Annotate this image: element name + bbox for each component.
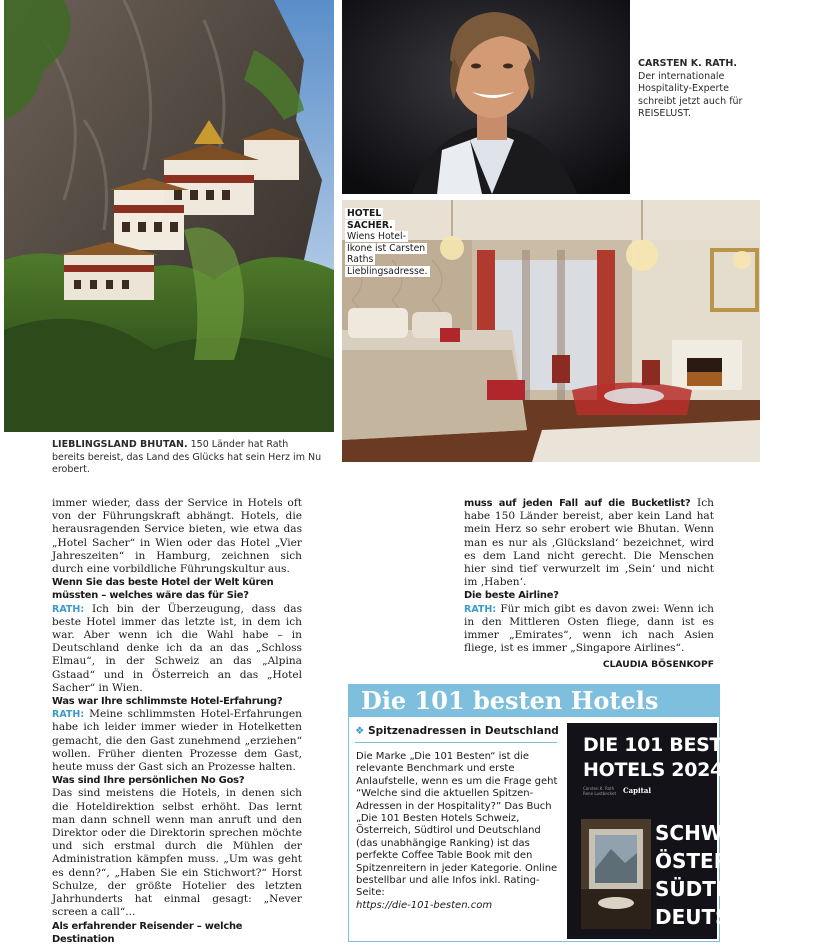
interview-answer: [52, 603, 302, 695]
interview-question: Die beste Airline?: [464, 590, 559, 602]
interview-question: Wenn Sie das beste Hotel der Welt küren müssten – welches wäre das für Sie?: [52, 577, 274, 602]
speaker-label: RATH:: [464, 603, 497, 615]
interview-question: Als erfahrender Reisender – welche Destination: [52, 920, 243, 945]
hotel-sacher-caption-title: HOTEL SACHER.: [347, 208, 393, 231]
book-authors: Carsten K. Rath Rene Lustbecket: [583, 786, 617, 796]
bhutan-caption-title: LIEBLINGSLAND BHUTAN.: [52, 439, 188, 450]
interview-answer-text: Das sind meistens die Hotels, in denen sich die Hoteldirektion selbst erhöht. Das lernt man dann schnell wenn man anruft und den Direktor oder die Direktorin sprechen möchte und sich erstmal durch die Mühlen der Administration kämpfen muss. „Um was geht es denn?“, „Haben Sie ein Stichwort?“ Horst Schulze, der größte Hotelier des letzten Jahrhunderts hat einmal gesagt: „Never screen a call“...: [52, 787, 302, 919]
author-byline: CLAUDIA BÖSENKOPF: [602, 659, 714, 671]
hotel-sacher-caption-text: Wiens Hotel-Ikone ist Carsten Raths Lieblingsadresse.: [347, 231, 428, 277]
info-box-text: [356, 751, 558, 912]
interview-question: Was sind Ihre persönlichen No Gos?: [52, 775, 245, 787]
answer-text: Für mich gibt es davon zwei: Wenn ich in den Mittleren Osten fliege, dann ist es immer „Emirates“, wenn ich nach Asien fliege, ist es immer „Singapore Airlines“.: [464, 602, 714, 655]
bhutan-caption: [52, 439, 322, 477]
book-country: SÜDTIROL: [655, 877, 769, 901]
interview-question: Was war Ihre schlimmste Hotel-Erfahrung?: [52, 696, 283, 708]
rath-caption-name: CARSTEN K. RATH.: [638, 58, 737, 69]
interview-question-continued: muss auf jeden Fall auf die Bucketlist?: [464, 498, 691, 509]
hotel-sacher-caption: [345, 208, 429, 278]
article-column-left: [52, 497, 302, 946]
info-box-divider: [355, 742, 557, 743]
rath-portrait-photo: [342, 0, 630, 194]
article-paragraph: immer wieder, dass der Service in Hotels oft von der Führungskraft abhängt. Hotels, die herausragenden Service bieten, wie etwa das „Hotel Sacher“ in Wien oder das Hotel „Vier Jahreszeiten“ in Hamburg, zeichnen sich durch eine vorbildliche Führungskultur aus.: [52, 497, 302, 576]
interview-answer: [464, 603, 714, 656]
answer-text: Ich habe 150 Länder bereist, aber kein Land hat mein Herz so sehr erobert wie Bhutan. Wenn man es nur als ‚Glücksland‘ bezeichnet, wird es dem Land nicht gerecht. Die Menschen hier sind tief verwurzelt im ‚Sein‘ und nicht im ‚Haben‘.: [464, 497, 714, 589]
book-title-line: DIE 101 BESTEN: [583, 734, 751, 756]
book-country: SCHWEIZ: [655, 821, 759, 845]
book-brand-logo: Capital: [623, 786, 652, 795]
book-country: ÖSTERREICH: [655, 849, 798, 873]
book-cover-photo: [581, 819, 651, 929]
info-box-subhead: [355, 725, 559, 737]
diamond-bullet-icon: ❖: [355, 725, 365, 737]
interview-answer: [464, 497, 714, 589]
book-title-line: HOTELS 2024: [583, 759, 723, 781]
bhutan-monastery-photo: [4, 0, 334, 432]
book-country: DEUTSCHLAND: [655, 905, 823, 929]
book-title: [583, 733, 751, 783]
rath-caption-text: Der internationale Hospitality-Experte schreibt jetzt auch für REISELUST.: [638, 70, 743, 119]
answer-text: Meine schlimmsten Hotel-Erfahrungen habe ich leider immer wieder in Hotelketten gemacht, die den Gast zunehmend „erziehen“ wollen. Früher dienten Prozesse dem Gast, heute muss der Gast sich an Prozesse halten.: [52, 708, 302, 774]
article-column-right: [464, 497, 714, 672]
book-cover: [567, 723, 823, 939]
speaker-label: RATH:: [52, 709, 85, 721]
info-box-101-besten: [348, 684, 823, 942]
speaker-label: RATH:: [52, 603, 85, 615]
info-box-headline: Die 101 besten Hotels: [349, 685, 719, 717]
answer-text: Ich bin der Überzeugung, dass das beste Hotel immer das letzte ist, in dem ich war. Aber wenn ich die Wahl habe – in Deutschland denke ich da an das „Schloss Elmau“, in der Schweiz an das „Alpina Gstaad“ und in Österreich an das „Hotel Sacher“ in Wien.: [52, 602, 303, 694]
book-countries: [655, 819, 823, 931]
rath-caption: [638, 58, 756, 121]
interview-answer: [52, 708, 302, 774]
info-box-subhead-text: Spitzenadressen in Deutschland: [368, 725, 559, 737]
info-box-url[interactable]: https://die-101-besten.com: [356, 899, 493, 911]
bhutan-caption-text: 150 Länder hat Rath bereits bereist, das Land des Glücks hat sein Herz im Nu erobert.: [52, 439, 322, 475]
info-box-body: Die Marke „Die 101 Besten“ ist die relevante Benchmark und erste Anlaufstelle, wenn es um die Frage geht “Welche sind die aktuellen Spitzen-Adressen in der Hospitality?” Das Buch „Die 101 Besten Hotels Schweiz, Österreich, Südtirol und Deutschland (das unabhängige Ranking) ist das perfekte Coffee Table Book mit den Spitzenreitern in jeder Kategorie. Online bestellbar und alle Infos inkl. Rating-Seite:: [356, 751, 558, 899]
